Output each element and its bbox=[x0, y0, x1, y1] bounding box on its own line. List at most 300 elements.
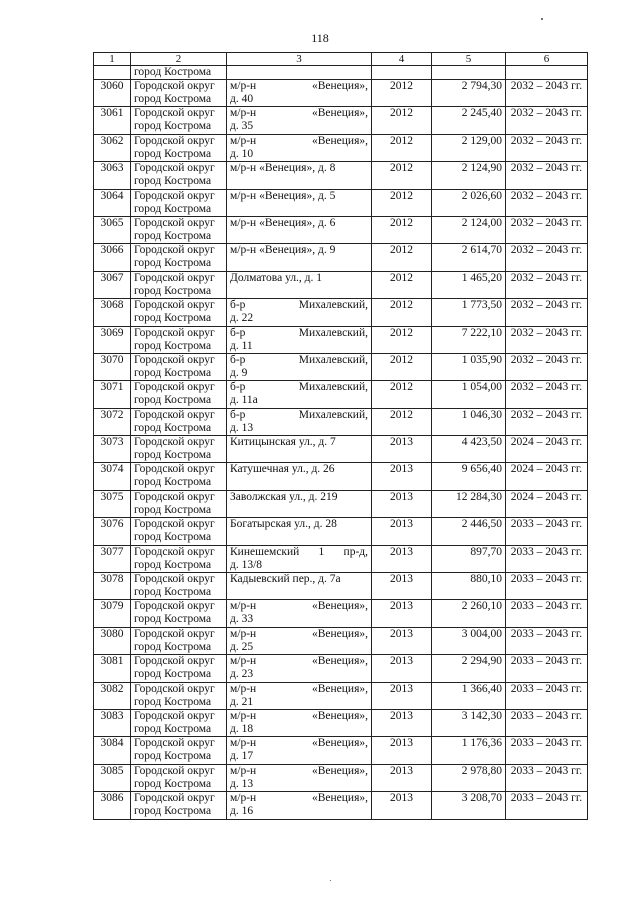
address-cell bbox=[227, 682, 372, 709]
region-cell bbox=[131, 271, 227, 298]
address-cell bbox=[227, 381, 372, 408]
table-row bbox=[94, 80, 588, 107]
table-row bbox=[94, 244, 588, 271]
period-cell: 2032 – 2043 гг. bbox=[506, 244, 588, 271]
region-line: город Кострома bbox=[134, 531, 212, 544]
address-line: м/р-н «Венеция», д. 5 bbox=[230, 189, 336, 202]
area-cell: 2 124,00 bbox=[432, 216, 506, 243]
address-line: д. 11 bbox=[230, 339, 253, 352]
region-line: Городской округ bbox=[134, 463, 215, 476]
address-cell bbox=[227, 655, 372, 682]
table-row bbox=[94, 162, 588, 189]
address-line: б-р Михалевский, bbox=[230, 408, 368, 421]
region-cell bbox=[131, 436, 227, 463]
region-line: Городской округ bbox=[134, 80, 215, 92]
table-row bbox=[94, 518, 588, 545]
table-row bbox=[94, 271, 588, 298]
period-cell: 2032 – 2043 гг. bbox=[506, 189, 588, 216]
address-cell bbox=[227, 792, 372, 819]
region-line: город Кострома bbox=[134, 640, 212, 653]
address-line: м/р-н «Венеция», bbox=[230, 792, 368, 805]
column-header: 5 bbox=[432, 53, 506, 66]
table-row bbox=[94, 189, 588, 216]
row-number-cell: 3060 bbox=[94, 80, 131, 107]
period-cell: 2033 – 2043 гг. bbox=[506, 600, 588, 627]
area-cell: 2 260,10 bbox=[432, 600, 506, 627]
region-cell bbox=[131, 682, 227, 709]
region-line: Городской округ bbox=[134, 326, 215, 339]
region-line: Городской округ bbox=[134, 764, 215, 777]
address-line: д. 23 bbox=[230, 668, 254, 681]
region-line: город Кострома bbox=[134, 366, 212, 379]
area-cell: 880,10 bbox=[432, 573, 506, 600]
address-line: м/р-н «Венеция», bbox=[230, 627, 368, 640]
year-cell: 2013 bbox=[372, 573, 432, 600]
region-line: город Кострома bbox=[134, 613, 212, 626]
row-number-cell: 3069 bbox=[94, 326, 131, 353]
region-line: Городской округ bbox=[134, 353, 215, 366]
row-number-cell: 3077 bbox=[94, 545, 131, 572]
address-line: м/р-н «Венеция», bbox=[230, 107, 368, 120]
region-cell bbox=[131, 600, 227, 627]
year-cell: 2013 bbox=[372, 545, 432, 572]
empty-cell bbox=[372, 66, 432, 80]
period-cell: 2032 – 2043 гг. bbox=[506, 381, 588, 408]
row-number-cell: 3066 bbox=[94, 244, 131, 271]
address-line: д. 16 bbox=[230, 805, 254, 818]
period-cell: 2024 – 2043 гг. bbox=[506, 490, 588, 517]
table-row bbox=[94, 216, 588, 243]
address-line: д. 13/8 bbox=[230, 558, 263, 571]
region-line: Городской округ bbox=[134, 627, 215, 640]
area-cell: 2 978,80 bbox=[432, 764, 506, 791]
year-cell: 2012 bbox=[372, 381, 432, 408]
region-cell bbox=[131, 573, 227, 600]
year-cell: 2013 bbox=[372, 709, 432, 736]
row-number-cell: 3076 bbox=[94, 518, 131, 545]
address-cell bbox=[227, 573, 372, 600]
region-cell bbox=[131, 162, 227, 189]
area-cell: 12 284,30 bbox=[432, 490, 506, 517]
year-cell: 2013 bbox=[372, 682, 432, 709]
row-number-cell: 3074 bbox=[94, 463, 131, 490]
address-line: б-р Михалевский, bbox=[230, 381, 368, 394]
area-cell: 2 614,70 bbox=[432, 244, 506, 271]
address-cell bbox=[227, 216, 372, 243]
scan-speck bbox=[330, 880, 331, 881]
region-cell bbox=[131, 463, 227, 490]
region-line: Городской округ bbox=[134, 244, 215, 257]
row-number-cell: 3085 bbox=[94, 764, 131, 791]
row-number-cell: 3061 bbox=[94, 107, 131, 134]
row-number-cell: 3065 bbox=[94, 216, 131, 243]
row-number-cell: 3072 bbox=[94, 408, 131, 435]
address-line: д. 33 bbox=[230, 613, 254, 626]
area-cell: 1 366,40 bbox=[432, 682, 506, 709]
address-line: д. 11а bbox=[230, 394, 258, 407]
year-cell: 2012 bbox=[372, 162, 432, 189]
address-line: д. 10 bbox=[230, 147, 254, 160]
column-header: 3 bbox=[227, 53, 372, 66]
table-row bbox=[94, 545, 588, 572]
address-line: д. 9 bbox=[230, 366, 248, 379]
period-cell: 2032 – 2043 гг. bbox=[506, 353, 588, 380]
year-cell: 2013 bbox=[372, 764, 432, 791]
area-cell: 3 004,00 bbox=[432, 627, 506, 654]
year-cell: 2013 bbox=[372, 490, 432, 517]
period-cell: 2032 – 2043 гг. bbox=[506, 162, 588, 189]
period-cell: 2024 – 2043 гг. bbox=[506, 436, 588, 463]
region-line: Городской округ bbox=[134, 134, 215, 147]
table-row bbox=[94, 682, 588, 709]
period-cell: 2032 – 2043 гг. bbox=[506, 271, 588, 298]
address-cell bbox=[227, 463, 372, 490]
empty-cell bbox=[94, 66, 131, 80]
row-number-cell: 3070 bbox=[94, 353, 131, 380]
year-cell: 2013 bbox=[372, 627, 432, 654]
continuation-region-cell: город Кострома bbox=[131, 66, 227, 80]
address-line: м/р-н «Венеция», bbox=[230, 709, 368, 722]
table-row bbox=[94, 709, 588, 736]
column-header: 6 bbox=[506, 53, 588, 66]
table-row bbox=[94, 353, 588, 380]
year-cell: 2012 bbox=[372, 326, 432, 353]
area-cell: 3 208,70 bbox=[432, 792, 506, 819]
column-header: 2 bbox=[131, 53, 227, 66]
address-cell bbox=[227, 80, 372, 107]
region-line: Городской округ bbox=[134, 792, 215, 805]
region-line: город Кострома bbox=[134, 147, 212, 160]
address-cell bbox=[227, 709, 372, 736]
row-number-cell: 3073 bbox=[94, 436, 131, 463]
row-number-cell: 3083 bbox=[94, 709, 131, 736]
table-row bbox=[94, 408, 588, 435]
area-cell: 897,70 bbox=[432, 545, 506, 572]
year-cell: 2013 bbox=[372, 463, 432, 490]
year-cell: 2012 bbox=[372, 216, 432, 243]
address-cell bbox=[227, 627, 372, 654]
table-row bbox=[94, 792, 588, 819]
region-cell bbox=[131, 490, 227, 517]
region-cell bbox=[131, 299, 227, 326]
region-line: Городской округ bbox=[134, 216, 215, 229]
address-line: Кадыевский пер., д. 7а bbox=[230, 573, 341, 586]
address-line: д. 18 bbox=[230, 722, 254, 735]
region-cell bbox=[131, 216, 227, 243]
region-cell bbox=[131, 244, 227, 271]
period-cell: 2033 – 2043 гг. bbox=[506, 627, 588, 654]
address-line: Заволжская ул., д. 219 bbox=[230, 490, 338, 503]
period-cell: 2033 – 2043 гг. bbox=[506, 709, 588, 736]
year-cell: 2013 bbox=[372, 600, 432, 627]
address-line: Китицынская ул., д. 7 bbox=[230, 436, 336, 449]
region-line: Городской округ bbox=[134, 381, 215, 394]
address-line: д. 25 bbox=[230, 640, 254, 653]
address-cell bbox=[227, 299, 372, 326]
region-line: город Кострома bbox=[134, 449, 212, 462]
region-line: город Кострома bbox=[134, 257, 212, 270]
region-line: Городской округ bbox=[134, 518, 215, 531]
region-cell bbox=[131, 189, 227, 216]
region-line: город Кострома bbox=[134, 586, 212, 599]
table-row bbox=[94, 627, 588, 654]
row-number-cell: 3071 bbox=[94, 381, 131, 408]
area-cell: 2 245,40 bbox=[432, 107, 506, 134]
region-line: город Кострома bbox=[134, 777, 212, 790]
year-cell: 2012 bbox=[372, 134, 432, 161]
row-number-cell: 3081 bbox=[94, 655, 131, 682]
region-line: город Кострома bbox=[134, 805, 212, 818]
region-line: город Кострома bbox=[134, 202, 212, 215]
period-cell: 2032 – 2043 гг. bbox=[506, 80, 588, 107]
address-line: д. 35 bbox=[230, 120, 254, 133]
region-cell bbox=[131, 627, 227, 654]
period-cell: 2033 – 2043 гг. bbox=[506, 737, 588, 764]
address-line: м/р-н «Венеция», bbox=[230, 682, 368, 695]
address-line: д. 13 bbox=[230, 777, 254, 790]
address-line: Катушечная ул., д. 26 bbox=[230, 463, 335, 476]
area-cell: 1 176,36 bbox=[432, 737, 506, 764]
region-line: город Кострома bbox=[134, 668, 212, 681]
address-line: д. 21 bbox=[230, 695, 254, 708]
column-header: 4 bbox=[372, 53, 432, 66]
address-line: м/р-н «Венеция», bbox=[230, 600, 368, 613]
address-cell bbox=[227, 436, 372, 463]
region-cell bbox=[131, 709, 227, 736]
column-header: 1 bbox=[94, 53, 131, 66]
address-line: д. 17 bbox=[230, 750, 254, 763]
period-cell: 2033 – 2043 гг. bbox=[506, 518, 588, 545]
period-cell: 2033 – 2043 гг. bbox=[506, 792, 588, 819]
region-line: город Кострома bbox=[134, 558, 212, 571]
region-line: Городской округ bbox=[134, 573, 215, 586]
year-cell: 2012 bbox=[372, 189, 432, 216]
row-number-cell: 3064 bbox=[94, 189, 131, 216]
region-line: Городской округ bbox=[134, 408, 215, 421]
region-cell bbox=[131, 545, 227, 572]
address-cell bbox=[227, 162, 372, 189]
region-cell bbox=[131, 737, 227, 764]
period-cell: 2032 – 2043 гг. bbox=[506, 107, 588, 134]
region-cell bbox=[131, 764, 227, 791]
region-cell bbox=[131, 134, 227, 161]
address-cell bbox=[227, 271, 372, 298]
region-line: Городской округ bbox=[134, 162, 215, 175]
address-line: м/р-н «Венеция», д. 9 bbox=[230, 244, 336, 257]
address-line: Кинешемский 1 пр-д, bbox=[230, 545, 368, 558]
address-cell bbox=[227, 353, 372, 380]
year-cell: 2013 bbox=[372, 518, 432, 545]
region-cell bbox=[131, 408, 227, 435]
region-line: город Кострома bbox=[134, 503, 212, 516]
region-line: Городской округ bbox=[134, 107, 215, 120]
region-line: город Кострома bbox=[134, 284, 212, 297]
year-cell: 2013 bbox=[372, 655, 432, 682]
row-number-cell: 3075 bbox=[94, 490, 131, 517]
column-number-header-row bbox=[94, 53, 588, 66]
row-number-cell: 3084 bbox=[94, 737, 131, 764]
region-cell bbox=[131, 107, 227, 134]
region-cell bbox=[131, 655, 227, 682]
address-line: м/р-н «Венеция», bbox=[230, 80, 368, 92]
address-cell bbox=[227, 490, 372, 517]
table-row bbox=[94, 381, 588, 408]
row-number-cell: 3068 bbox=[94, 299, 131, 326]
region-cell bbox=[131, 80, 227, 107]
period-cell: 2032 – 2043 гг. bbox=[506, 134, 588, 161]
address-line: м/р-н «Венеция», д. 6 bbox=[230, 216, 336, 229]
region-cell bbox=[131, 792, 227, 819]
row-number-cell: 3063 bbox=[94, 162, 131, 189]
region-line: Городской округ bbox=[134, 545, 215, 558]
address-line: м/р-н «Венеция», bbox=[230, 134, 368, 147]
page-number: 118 bbox=[311, 31, 329, 45]
region-line: город Кострома bbox=[134, 695, 212, 708]
address-line: б-р Михалевский, bbox=[230, 299, 368, 312]
region-line: Городской округ bbox=[134, 436, 215, 449]
area-cell: 2 026,60 bbox=[432, 189, 506, 216]
address-cell bbox=[227, 600, 372, 627]
area-cell: 1 035,90 bbox=[432, 353, 506, 380]
region-line: город Кострома bbox=[134, 750, 212, 763]
region-line: город Кострома bbox=[134, 722, 212, 735]
table-row bbox=[94, 600, 588, 627]
housing-registry-table bbox=[93, 52, 588, 820]
area-cell: 2 129,00 bbox=[432, 134, 506, 161]
period-cell: 2033 – 2043 гг. bbox=[506, 682, 588, 709]
address-line: б-р Михалевский, bbox=[230, 353, 368, 366]
area-cell: 4 423,50 bbox=[432, 436, 506, 463]
address-cell bbox=[227, 545, 372, 572]
region-line: город Кострома bbox=[134, 175, 212, 188]
empty-cell bbox=[506, 66, 588, 80]
period-cell: 2033 – 2043 гг. bbox=[506, 764, 588, 791]
region-line: город Кострома bbox=[134, 229, 212, 242]
region-line: Городской округ bbox=[134, 655, 215, 668]
region-line: город Кострома bbox=[134, 339, 212, 352]
region-line: Городской округ bbox=[134, 709, 215, 722]
period-cell: 2032 – 2043 гг. bbox=[506, 408, 588, 435]
area-cell: 2 124,90 bbox=[432, 162, 506, 189]
row-number-cell: 3078 bbox=[94, 573, 131, 600]
address-cell bbox=[227, 134, 372, 161]
address-line: Долматова ул., д. 1 bbox=[230, 271, 323, 284]
table-row bbox=[94, 737, 588, 764]
address-line: д. 13 bbox=[230, 421, 254, 434]
period-cell: 2024 – 2043 гг. bbox=[506, 463, 588, 490]
address-cell bbox=[227, 408, 372, 435]
table-row bbox=[94, 573, 588, 600]
area-cell: 9 656,40 bbox=[432, 463, 506, 490]
area-cell: 2 446,50 bbox=[432, 518, 506, 545]
table-row bbox=[94, 463, 588, 490]
table-row bbox=[94, 299, 588, 326]
address-cell bbox=[227, 518, 372, 545]
area-cell: 3 142,30 bbox=[432, 709, 506, 736]
area-cell: 1 465,20 bbox=[432, 271, 506, 298]
period-cell: 2032 – 2043 гг. bbox=[506, 216, 588, 243]
year-cell: 2012 bbox=[372, 244, 432, 271]
address-line: б-р Михалевский, bbox=[230, 326, 368, 339]
continuation-row bbox=[94, 66, 588, 80]
area-cell: 7 222,10 bbox=[432, 326, 506, 353]
region-line: город Кострома bbox=[134, 120, 212, 133]
address-cell bbox=[227, 326, 372, 353]
address-line: д. 22 bbox=[230, 312, 254, 325]
region-line: город Кострома bbox=[134, 312, 212, 325]
year-cell: 2013 bbox=[372, 436, 432, 463]
year-cell: 2012 bbox=[372, 299, 432, 326]
address-cell bbox=[227, 737, 372, 764]
area-cell: 2 294,90 bbox=[432, 655, 506, 682]
region-cell bbox=[131, 381, 227, 408]
region-line: Городской округ bbox=[134, 299, 215, 312]
period-cell: 2032 – 2043 гг. bbox=[506, 326, 588, 353]
region-line: город Кострома bbox=[134, 476, 212, 489]
address-cell bbox=[227, 189, 372, 216]
region-cell bbox=[131, 518, 227, 545]
address-line: м/р-н «Венеция», bbox=[230, 655, 368, 668]
period-cell: 2032 – 2043 гг. bbox=[506, 299, 588, 326]
year-cell: 2012 bbox=[372, 107, 432, 134]
period-cell: 2033 – 2043 гг. bbox=[506, 655, 588, 682]
empty-cell bbox=[432, 66, 506, 80]
region-cell bbox=[131, 353, 227, 380]
address-line: м/р-н «Венеция», bbox=[230, 764, 368, 777]
region-line: Городской округ bbox=[134, 682, 215, 695]
empty-cell bbox=[227, 66, 372, 80]
row-number-cell: 3080 bbox=[94, 627, 131, 654]
area-cell: 2 794,30 bbox=[432, 80, 506, 107]
address-cell bbox=[227, 107, 372, 134]
area-cell: 1 046,30 bbox=[432, 408, 506, 435]
table-row bbox=[94, 134, 588, 161]
address-line: Богатырская ул., д. 28 bbox=[230, 518, 337, 531]
region-line: Городской округ bbox=[134, 271, 215, 284]
address-cell bbox=[227, 244, 372, 271]
row-number-cell: 3067 bbox=[94, 271, 131, 298]
year-cell: 2012 bbox=[372, 80, 432, 107]
row-number-cell: 3079 bbox=[94, 600, 131, 627]
year-cell: 2012 bbox=[372, 353, 432, 380]
region-line: Городской округ bbox=[134, 737, 215, 750]
table-row bbox=[94, 107, 588, 134]
row-number-cell: 3086 bbox=[94, 792, 131, 819]
address-line: м/р-н «Венеция», д. 8 bbox=[230, 162, 336, 175]
year-cell: 2013 bbox=[372, 792, 432, 819]
area-cell: 1 054,00 bbox=[432, 381, 506, 408]
region-line: город Кострома bbox=[134, 421, 212, 434]
table-row bbox=[94, 326, 588, 353]
region-line: город Кострома bbox=[134, 394, 212, 407]
year-cell: 2012 bbox=[372, 408, 432, 435]
region-cell bbox=[131, 326, 227, 353]
year-cell: 2013 bbox=[372, 737, 432, 764]
region-line: город Кострома bbox=[134, 93, 212, 105]
year-cell: 2012 bbox=[372, 271, 432, 298]
region-line: Городской округ bbox=[134, 189, 215, 202]
area-cell: 1 773,50 bbox=[432, 299, 506, 326]
period-cell: 2033 – 2043 гг. bbox=[506, 545, 588, 572]
row-number-cell: 3062 bbox=[94, 134, 131, 161]
period-cell: 2033 – 2043 гг. bbox=[506, 573, 588, 600]
table-row bbox=[94, 490, 588, 517]
address-cell bbox=[227, 764, 372, 791]
address-line: д. 40 bbox=[230, 93, 254, 105]
region-line: Городской округ bbox=[134, 490, 215, 503]
table-row bbox=[94, 764, 588, 791]
scan-speck bbox=[541, 18, 543, 20]
